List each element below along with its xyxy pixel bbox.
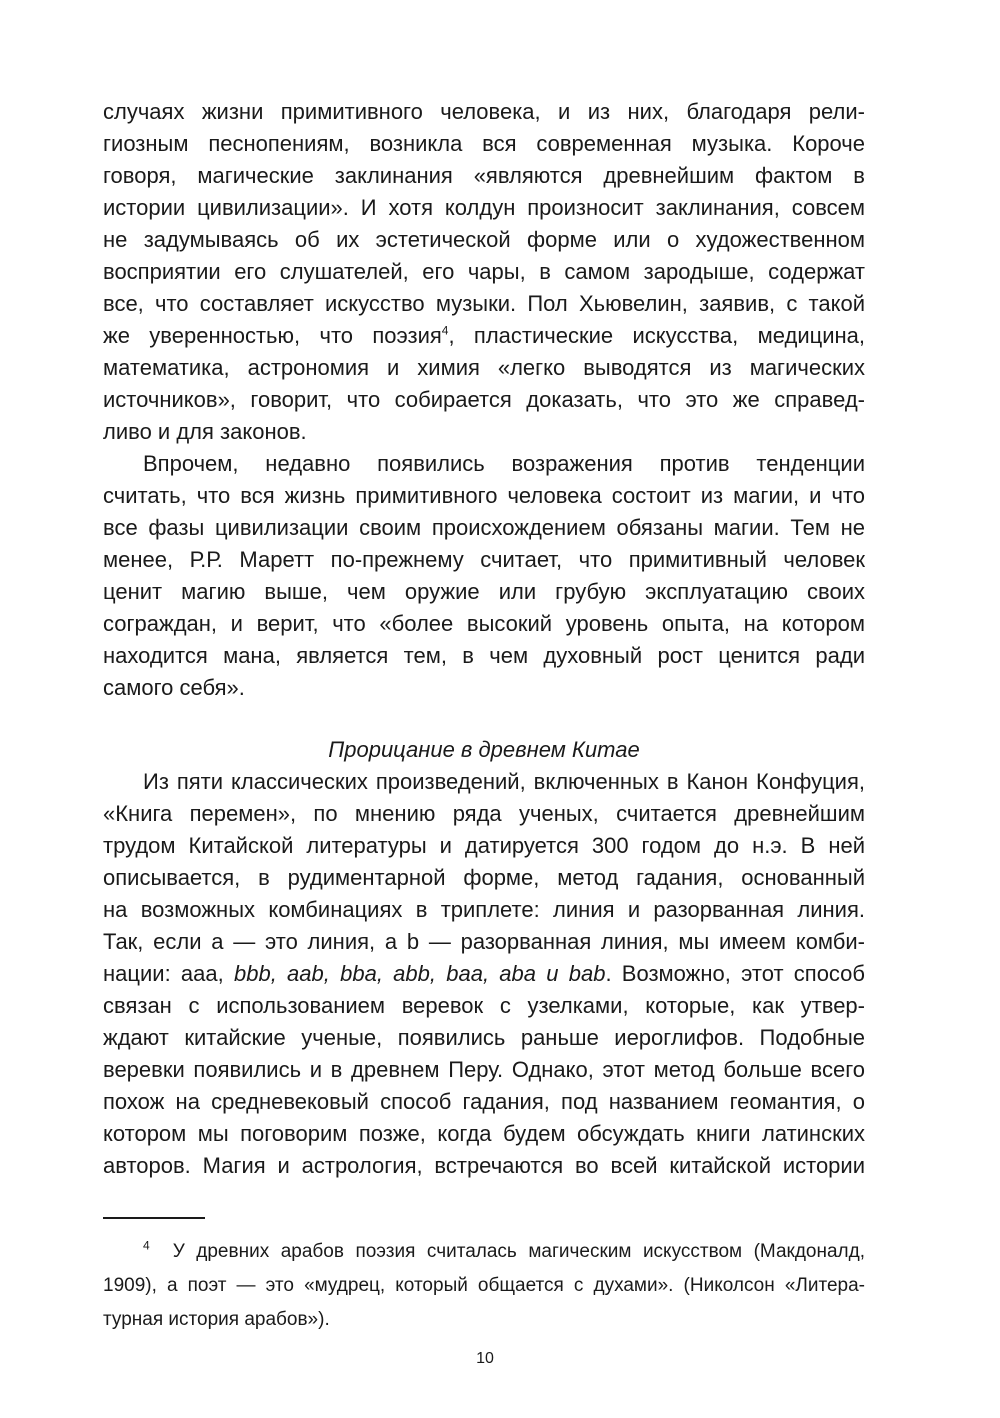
text-line: веревки появились и в древнем Перу. Однако, этот метод больше всего xyxy=(103,1057,865,1082)
footnote-divider xyxy=(103,1217,205,1219)
text-line xyxy=(103,1235,865,1269)
text-line: менее, Р.Р. Маретт по-прежнему считает, что примитивный человек xyxy=(103,547,865,572)
text-line: котором мы поговорим позже, когда будем обсуждать книги латинских xyxy=(103,1121,865,1146)
text-line xyxy=(103,958,865,990)
footnote-number: 4 xyxy=(143,1238,150,1253)
text-line: гиозным песнопениям, возникла вся современная музыка. Короче xyxy=(103,131,865,156)
text-line: считать, что вся жизнь примитивного человека состоит из магии, и что xyxy=(103,483,865,508)
text-line: Так, если a — это линия, а b — разорванная линия, мы имеем комби- xyxy=(103,929,865,954)
text-line: все, что составляет искусство музыки. Пол Хьювелин, заявив, с такой xyxy=(103,291,865,316)
text-line: похож на средневековый способ гадания, под названием геомантия, о xyxy=(103,1089,865,1114)
footnote-reference[interactable]: 4 xyxy=(441,323,449,338)
text-line: математика, астрономия и химия «легко выводятся из магических xyxy=(103,355,865,380)
text-line: все фазы цивилизации своим происхождением обязаны магии. Тем не xyxy=(103,515,865,540)
text-line: связан с использованием веревок с узелками, которые, как утвер- xyxy=(103,993,865,1018)
text-line: описывается, в рудиментарной форме, метод гадания, основанный xyxy=(103,865,865,890)
text-line: источников», говорит, что собирается доказать, что это же справед- xyxy=(103,387,865,412)
text-segment: . Возможно, этот способ xyxy=(605,961,865,986)
text-line: на возможных комбинациях в триплете: линия и разорванная линия. xyxy=(103,897,865,922)
text-segment: нации: aaa, xyxy=(103,961,234,986)
footnote xyxy=(103,1235,865,1337)
text-line: турная история арабов»). xyxy=(103,1309,330,1330)
text-line: говоря, магические заклинания «являются древнейшим фактом в xyxy=(103,163,865,188)
text-line: восприятии его слушателей, его чары, в самом зародыше, содержат xyxy=(103,259,865,284)
text-segment: же уверенностью, что поэзия xyxy=(103,323,442,348)
text-line xyxy=(103,320,865,352)
paragraph-2 xyxy=(103,448,865,704)
text-segment: У древних арабов поэзия считалась магическим искусством (Макдоналд, xyxy=(172,1241,865,1262)
text-line: «Книга перемен», по мнению ряда ученых, считается древнейшим xyxy=(103,801,865,826)
text-line: не задумываясь об их эстетической форме или о художественном xyxy=(103,227,865,252)
text-line: случаях жизни примитивного человека, и из них, благодаря рели- xyxy=(103,99,865,124)
text-line: ценит магию выше, чем оружие или грубую эксплуатацию своих xyxy=(103,579,865,604)
text-line: авторов. Магия и астрология, встречаются во всей китайской истории xyxy=(103,1153,865,1178)
page-number: 10 xyxy=(476,1350,494,1367)
text-segment: , пластические искусства, медицина, xyxy=(448,323,865,348)
text-line: истории цивилизации». И хотя колдун произносит заклинания, совсем xyxy=(103,195,865,220)
text-line: ждают китайские ученые, появились раньше иероглифов. Подобные xyxy=(103,1025,865,1050)
italic-combinations: bbb, aab, bba, abb, baa, aba и bab xyxy=(233,961,606,986)
text-line: ливо и для законов. xyxy=(103,419,307,444)
text-line: самого себя». xyxy=(103,675,245,700)
paragraph-1 xyxy=(103,96,865,448)
text-line: Из пяти классических произведений, включенных в Канон Конфуция, xyxy=(143,769,865,794)
text-line: находится мана, является тем, в чем духовный рост ценится ради xyxy=(103,643,865,668)
text-line: трудом Китайской литературы и датируется 300 годом до н.э. В ней xyxy=(103,833,865,858)
section xyxy=(103,734,865,1182)
text-line: 1909), а поэт — это «мудрец, который общается с духами». (Николсон «Литера- xyxy=(103,1275,865,1296)
section-heading: Прорицание в древнем Китае xyxy=(328,737,640,762)
text-line: Впрочем, недавно появились возражения против тенденции xyxy=(143,451,865,476)
text-line: сограждан, и верит, что «более высокий уровень опыта, на котором xyxy=(103,611,865,636)
